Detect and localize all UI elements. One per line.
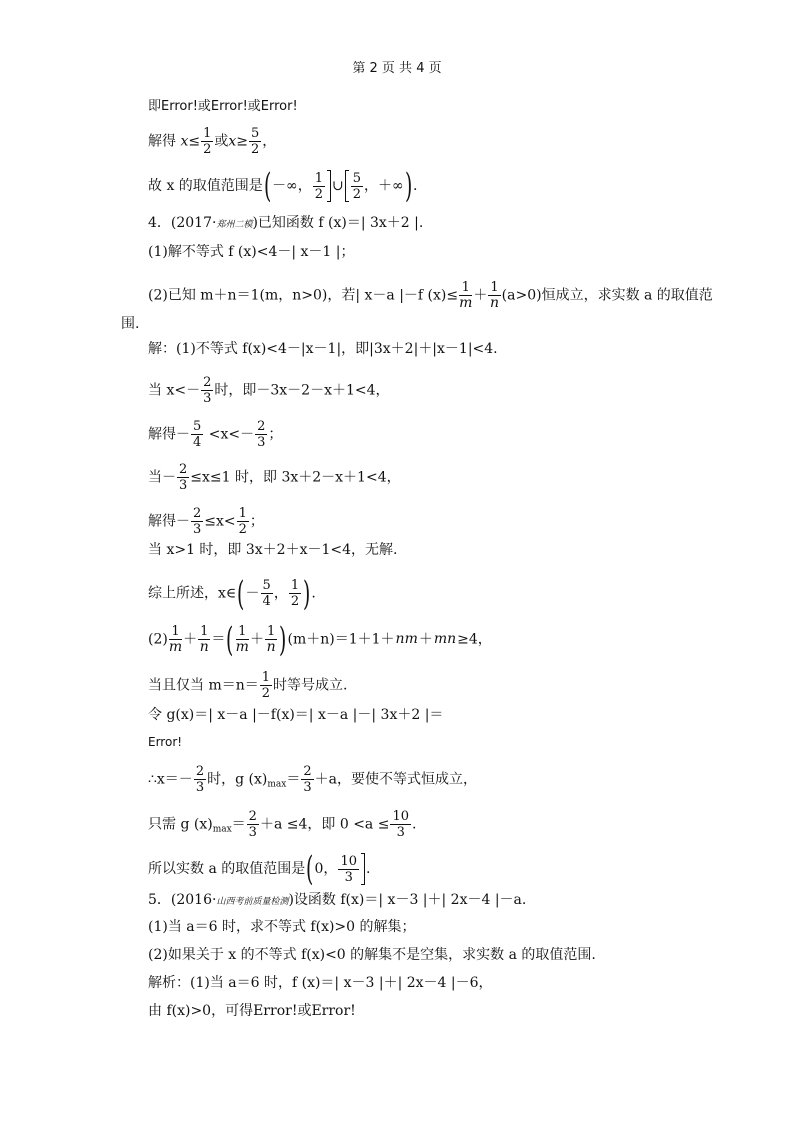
fraction: $\frac{10}{3}$ (340, 853, 357, 885)
text: 解得－ (148, 513, 190, 530)
text: 当且仅当 m＝n＝ (148, 677, 259, 694)
text: ＋a ≤4，即 0 <a ≤ (259, 816, 390, 833)
solution-line-9 (148, 670, 347, 701)
paren-left: ( (226, 619, 234, 660)
text: 综上所述，x∈ (148, 585, 237, 602)
paren-left: ( (306, 849, 314, 889)
source: 郑州二模 (216, 220, 253, 230)
text: . (412, 178, 418, 194)
math: ，＋∞ (364, 178, 404, 194)
text: ∴x＝－ (148, 771, 193, 788)
question-4-title (148, 214, 423, 234)
question-4-part1 (148, 243, 355, 261)
solution-line-12: ∴x＝－ $\frac{2}{3}$ 时，g $(x)_{max}=$ $\frac{2}{3}$ ＋a，要使不等式恒成立， (148, 764, 477, 795)
fraction: $\frac{1}{n}$ (266, 624, 276, 655)
text: . (311, 585, 316, 602)
text: <x<－ (204, 426, 255, 443)
bracket-left (345, 170, 349, 202)
text: ≤x< (204, 513, 236, 530)
line-solve-1 (148, 126, 276, 157)
text: 4．(2017· (148, 215, 217, 231)
fraction: $\frac{5}{4}$ (262, 578, 271, 609)
line-range-1 (148, 166, 418, 206)
bracket-right (327, 170, 331, 202)
text: 时，g (x) (207, 771, 268, 788)
text: 只需 g (x) (148, 816, 213, 833)
question-4-part2-cont (121, 315, 139, 333)
text: 由 f(x)>0，可得Error!或Error! (148, 1003, 356, 1019)
solution-line-5 (148, 506, 264, 537)
text: 解得 (148, 133, 181, 150)
solution-line-13: 只需 g $(x)_{max}=$ $\frac{2}{3}$ ＋a ≤4，即 0 <a ≤ $\frac{10}{3}$ . (148, 809, 417, 840)
fraction: $\frac{5}{2}$ (352, 170, 362, 202)
fraction: $\frac{1}{n}$ (490, 280, 500, 311)
text: 当－ (148, 469, 176, 486)
text: 解得－ (148, 426, 190, 443)
text: 令 g(x)＝| x－a |－f(x)＝| x－a |－| 3x＋2 |＝ (148, 707, 444, 723)
fraction: $\frac{5}{4}$ (193, 419, 202, 450)
question-5-part1 (148, 918, 416, 936)
solution-line-8: (2) $\frac{1}{m}+$ $\frac{1}{n}=$( $\frac{1}{m}+$ $\frac{1}{n})(m+n)=1+1+nm+mn\ge 4$， (148, 619, 492, 660)
text: )已知函数 f (x)＝| 3x＋2 |. (252, 215, 424, 231)
text: 时等号成立. (273, 677, 348, 694)
page-header: 第 2 页 共 4 页 (352, 61, 442, 76)
text: (2)已知 m＋n＝1(m，n>0)，若| x－a |－f (x)≤ (148, 287, 459, 304)
fraction: $\frac{2}{3}$ (303, 764, 312, 795)
text: Error! (148, 735, 183, 749)
math: x≤ (180, 133, 201, 150)
bracket-right (361, 853, 365, 885)
question-4-part2: (2)已知 m＋n＝1(m，n>0)，若| x－a |－f (x)≤ $\frac{1}{m}+$ $\frac{1}{n}(a>0)$恒成立，求实数 a 的取值范 (148, 280, 713, 311)
text: (a>0)恒成立，求实数 a 的取值范 (501, 287, 713, 304)
text: 当 x>1 时，即 3x＋2＋x－1<4，无解. (148, 542, 398, 558)
fraction: $\frac{2}{3}$ (195, 764, 205, 795)
text: ≤x≤1 时，即 3x＋2－x＋1<4， (190, 469, 401, 486)
text: 故 x 的取值范围是 (148, 178, 263, 194)
math: x≥ (228, 133, 249, 150)
text: 5．(2016· (148, 892, 217, 908)
solution-line-1 (148, 340, 498, 358)
subscript: max (267, 779, 287, 790)
text: ； (268, 426, 283, 443)
fraction: $\frac{2}{3}$ (193, 506, 202, 537)
paren-left: ( (237, 573, 245, 614)
text: 解：(1)不等式 f(x)<4－|x－1|，即|3x＋2|＋|x－1|<4. (148, 341, 498, 357)
fraction: $\frac{1}{2}$ (314, 170, 324, 202)
question-5-part2 (148, 946, 596, 964)
fraction: $\frac{1}{2}$ (290, 578, 300, 609)
text: (1)解不等式 f (x)<4－| x－1 |； (148, 244, 355, 260)
text: ； (249, 513, 264, 530)
solution-line-2 (148, 375, 390, 406)
solution-line-11 (148, 733, 182, 751)
text: 即Error!或Error!或Error! (148, 99, 298, 114)
paren-left: ( (263, 166, 272, 206)
paren-right: ) (404, 166, 412, 206)
text: (1)当 a＝6 时，求不等式 f(x)>0 的解集； (148, 919, 416, 935)
source: 山西考前质量检测 (216, 897, 289, 907)
fraction: mn (433, 631, 457, 647)
fraction: $\frac{2}{3}$ (203, 375, 212, 406)
text: ＋a，要使不等式恒成立， (314, 771, 477, 788)
question-5-solution-1 (148, 974, 493, 992)
text: 解析：(1)当 a＝6 时，f (x)＝| x－3 |＋| 2x－4 |－6， (148, 975, 493, 991)
text: 所以实数 a 的取值范围是 (148, 861, 306, 877)
text: ， (262, 133, 277, 150)
solution-line-10 (148, 706, 443, 724)
paren-right: ) (279, 619, 287, 660)
solution-line-3 (148, 419, 282, 450)
fraction: $\frac{1}{m}$ (459, 280, 473, 311)
solution-line-6 (148, 541, 397, 559)
text: 围. (121, 316, 140, 332)
text: 当 x<－ (148, 382, 201, 399)
fraction: $\frac{1}{m}$ (235, 624, 249, 655)
question-5-solution-2 (148, 1002, 356, 1020)
text: 或 (214, 133, 229, 150)
math: ∪ (332, 178, 344, 194)
fraction: $\frac{1}{2}$ (203, 126, 212, 157)
text: ≥4， (457, 631, 492, 648)
math: －∞， (272, 178, 312, 194)
fraction: $\frac{5}{2}$ (251, 126, 260, 157)
fraction: $\frac{2}{3}$ (179, 462, 188, 493)
fraction: $\frac{1}{2}$ (261, 670, 271, 701)
fraction: $\frac{1}{n}$ (199, 624, 209, 655)
fraction: nm (395, 631, 418, 647)
subscript: max (212, 824, 232, 835)
text: 时，即－3x－2－x＋1<4， (214, 382, 390, 399)
text: (m＋n)＝1＋1＋ (287, 631, 395, 648)
solution-line-4 (148, 462, 401, 493)
fraction: $\frac{2}{3}$ (248, 809, 257, 840)
fraction: $\frac{2}{3}$ (257, 419, 266, 450)
fraction: $\frac{1}{2}$ (238, 506, 247, 537)
fraction: $\frac{10}{3}$ (392, 809, 409, 840)
fraction: $\frac{1}{m}$ (168, 624, 183, 655)
line-error-1 (148, 97, 298, 116)
text: (2)如果关于 x 的不等式 f(x)<0 的解集不是空集，求实数 a 的取值范围. (148, 947, 596, 963)
text: )设函数 f(x)＝| x－3 |＋| 2x－4 |－a. (288, 892, 527, 908)
text: (2) (148, 631, 168, 648)
solution-line-14: 所以实数 a 的取值范围是(0， $\frac{10}{3}$ . (148, 849, 371, 889)
paren-right: ) (303, 573, 311, 614)
question-5-title (148, 891, 526, 911)
solution-line-7: 综上所述，x∈(－ $\frac{5}{4}$ ， $\frac{1}{2}$ ). (148, 573, 316, 614)
